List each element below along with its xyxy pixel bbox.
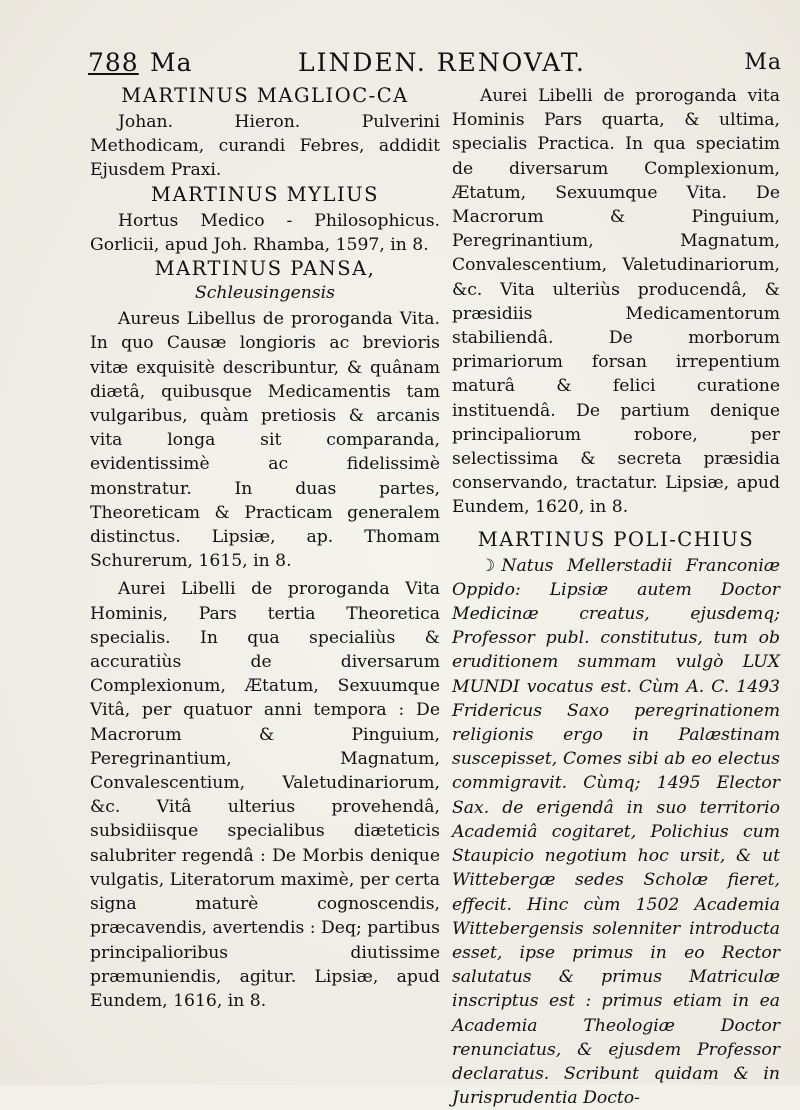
entry-text xyxy=(452,554,780,1110)
left-column xyxy=(90,84,440,1013)
entry-heading: MARTINUS MAGLIOC-CA xyxy=(121,84,409,107)
entry-text: Hortus Medico - Philosophicus. Gorlicii, apud Joh. Rhamba, 1597, in 8. xyxy=(90,210,440,255)
running-title: LINDEN. RENOVAT. xyxy=(298,48,586,77)
catchword-right: Ma xyxy=(744,50,782,75)
page-number: 788 xyxy=(88,48,139,77)
entry-subheading: Schleusingensis xyxy=(195,283,335,304)
entry-heading: MARTINUS MYLIUS xyxy=(151,182,379,206)
entry-heading: MARTINUS POLI-CHIUS xyxy=(477,527,755,551)
entry-heading: MARTINUS PANSA, xyxy=(154,257,376,281)
page-header xyxy=(88,44,782,84)
right-column xyxy=(452,84,780,1110)
moon-icon: ☽ xyxy=(480,555,496,576)
entry-text: Johan. Hieron. Pulverini Methodicam, curandi Febres, addidit Ejusdem Praxi. xyxy=(90,112,440,181)
entry-text: Aureus Libellus de proroganda Vita. In quo Causæ longioris ac brevioris vitæ exquisitè describuntur, & quânam diætâ, quibusque Medicamentis tam vulgaribus, quàm pretiosis & arcanis vita longa sit comparanda, evidentissimè ac fidelissimè monstratur. In duas partes, Theoreticam & Practicam generalem distinctus. Lipsiæ, ap. Thomam Schurerum, 1615, in 8. xyxy=(90,309,440,572)
entry-text: Aurei Libelli de proroganda vita Hominis Pars quarta, & ultima, specialis Practica. In qua speciatim de diversarum Complexionum, Ætatum, Sexuumque Vita. De Macrorum & Pinguium, Peregrinantium, Magnatum, Convalescentium, Valetudinariorum, &c. Vita ulteriùs producendâ, & præsidiis Medicamentorum stabiliendâ. De morborum primariorum forsan irrepentium maturâ & felici curatione instituendâ. De partium denique principaliorum robore, per selectissima & secreta præsidia conservando, tractatur. Lipsiæ, apud Eundem, 1620, in 8. xyxy=(452,86,780,518)
entry-text: Aurei Libelli de proroganda Vita Hominis, Pars tertia Theoretica specialis. In qua specialiùs & accuratiùs de diversarum Complexionum, Ætatum, Sexuumque Vitâ, per quatuor anni tempora : De Macrorum & Pinguium, Peregrinantium, Magnatum, Convalescentium, Valetudinariorum, &c. Vitâ ulterius provehendâ, subsidiisque specialibus diæteticis salubriter regendâ : De Morbis denique vulgatis, Literatorum maximè, per certa signa maturè cognoscendis, præcavendis, avertendis : Deq; partibus principalioribus diutissime præmuniendis, agitur. Lipsiæ, apud Eundem, 1616, in 8. xyxy=(90,579,440,1011)
entry-body: Natus Mellerstadii Franconiæ Oppido: Lipsiæ autem Doctor Medicinæ creatus, ejusdemq; Professor publ. constitutus, tum ob eruditionem summam vulgò LUX MUNDI vocatus est. Cùm A. C. 1493 Fridericus Saxo peregrinationem religionis ergo in Palæstinam suscepisset, Comes sibi ab eo electus commigravit. Cùmq; 1495 Elector Sax. de erigendâ in suo territorio Academiâ cogitaret, Polichius cum Staupicio negotium hoc ursit, & ut Wittebergæ sedes Scholæ fieret, effecit. Hinc cùm 1502 Academia Wittebergensis solenniter introducta esset, ipse primus in eo Rector salutatus & primus Matriculæ inscriptus est : primus etiam in ea Academia Theologiæ Doctor renunciatus, & ejusdem Professor declaratus. Scribunt quidam & in Jurisprudentia Docto- xyxy=(452,555,780,1109)
catchword-left: Ma xyxy=(150,48,193,77)
